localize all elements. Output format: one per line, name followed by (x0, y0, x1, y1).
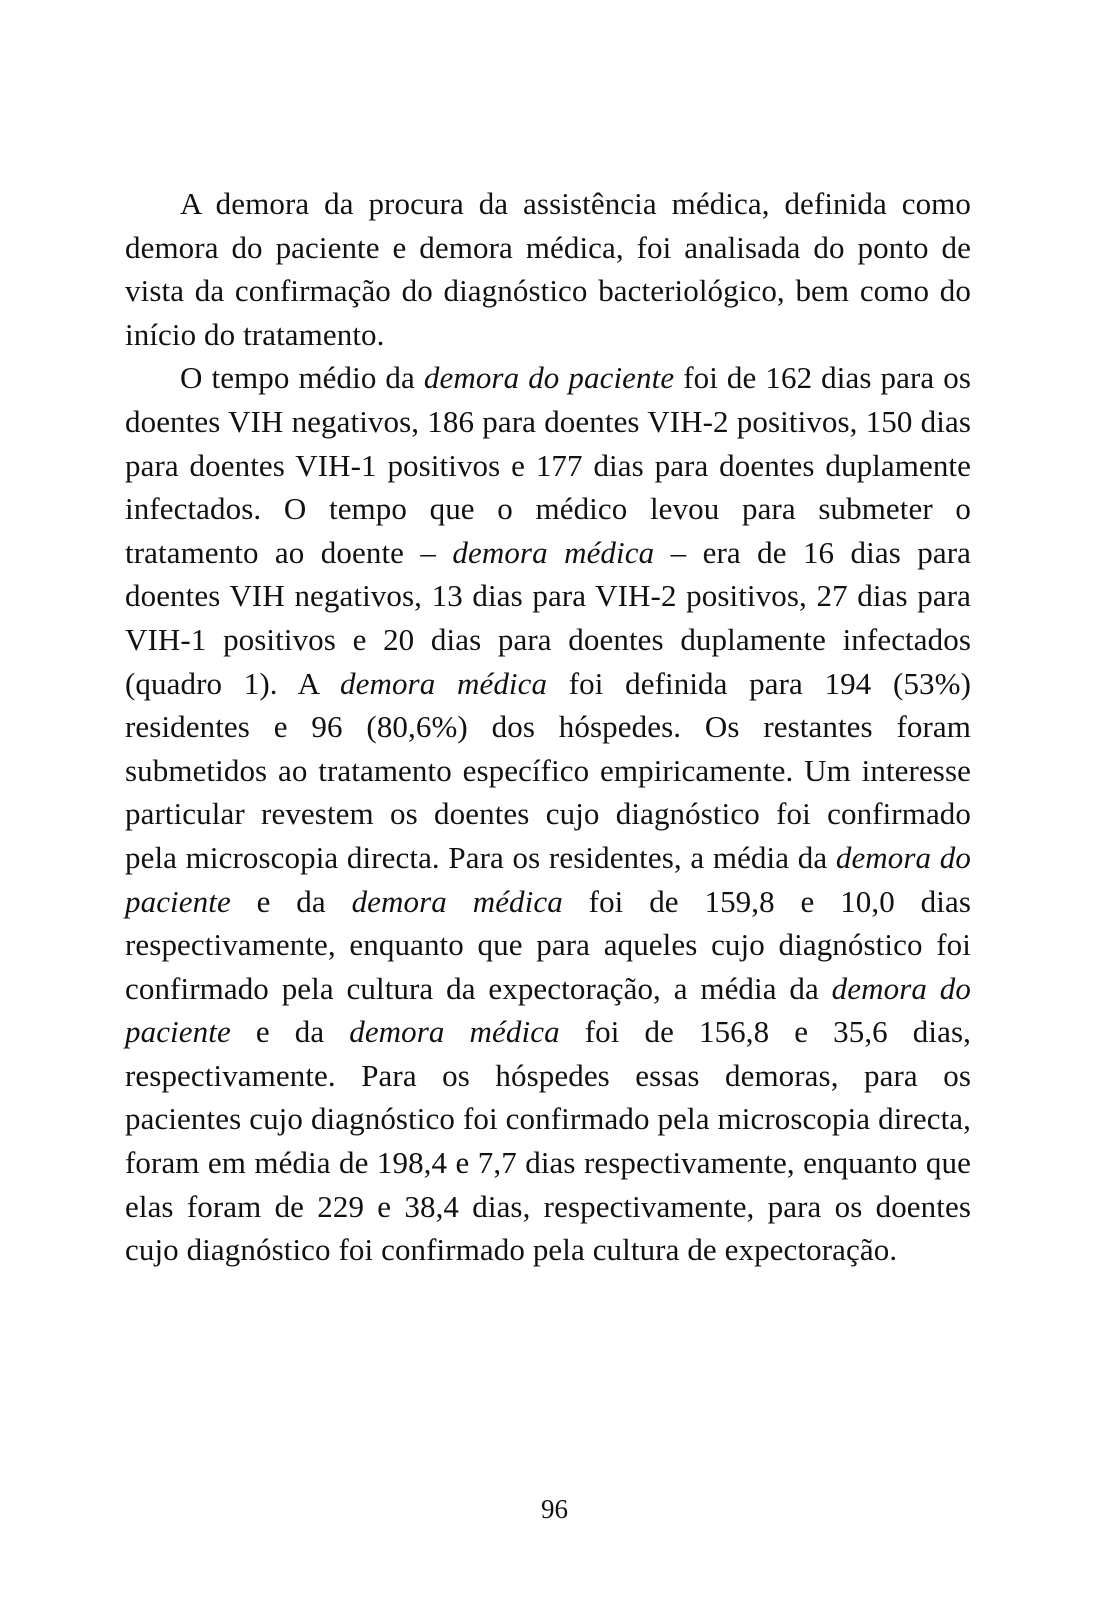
body-text (125, 182, 971, 1272)
text-run: e da (230, 1014, 350, 1050)
text-run: foi definida para 194 (53%) residentes e 96 (80,6%) dos hóspedes. Os restantes foram submetidos ao tratamento específico empiricamente. Um interesse particular revestem os doentes cujo diagnóstico foi confirmado pela microscopia directa. Para os residentes, a média da (125, 665, 971, 875)
text-run: – era de 16 dias para doentes VIH negativos, 13 dias para VIH-2 positivos, 27 dias para VIH-1 positivos e 20 dias para doentes duplamente infectados (quadro 1). A (125, 534, 972, 701)
italic-term: demora médica (351, 883, 563, 919)
text-run: foi de 162 dias para os doentes VIH negativos, 186 para doentes VIH-2 positivos, 150 dias para doentes VIH-1 positivos e 177 dias para doentes duplamente infectados. O tempo que o médico levou para submeter o tratamento ao doente – (125, 360, 971, 570)
text-run: foi de 156,8 e 35,6 dias, respectivamente. Para os hóspedes essas demoras, para os pacientes cujo diagnóstico foi confirmado pela microscopia directa, foram em média de 198,4 e 7,7 dias respectivamente, enquanto que elas foram de 229 e 38,4 dias, respectivamente, para os doentes cujo diagnóstico foi confirmado pela cultura de expectoração. (125, 1014, 971, 1268)
text-run: foi de 159,8 e 10,0 dias respectivamente, enquanto que para aqueles cujo diagnóstico foi confirmado pela cultura da expectoração, a média da (125, 883, 972, 1006)
page-number: 96 (541, 1494, 568, 1524)
paragraph (125, 356, 971, 1271)
text-run: e da (230, 883, 352, 919)
italic-term: demora do paciente (423, 360, 675, 396)
italic-term: demora do paciente (125, 839, 971, 919)
paragraph (125, 182, 971, 356)
italic-term: demora do paciente (125, 970, 971, 1050)
italic-term: demora médica (349, 1014, 560, 1050)
text-run: O tempo médio da (180, 360, 424, 396)
italic-term: demora médica (452, 534, 655, 570)
italic-term: demora médica (340, 665, 548, 701)
text-run: A demora da procura da assistência médica, definida como demora do paciente e demora médica, foi analisada do ponto de vista da confirmação do diagnóstico bacteriológico, bem como do início do tratamento. (125, 186, 971, 352)
